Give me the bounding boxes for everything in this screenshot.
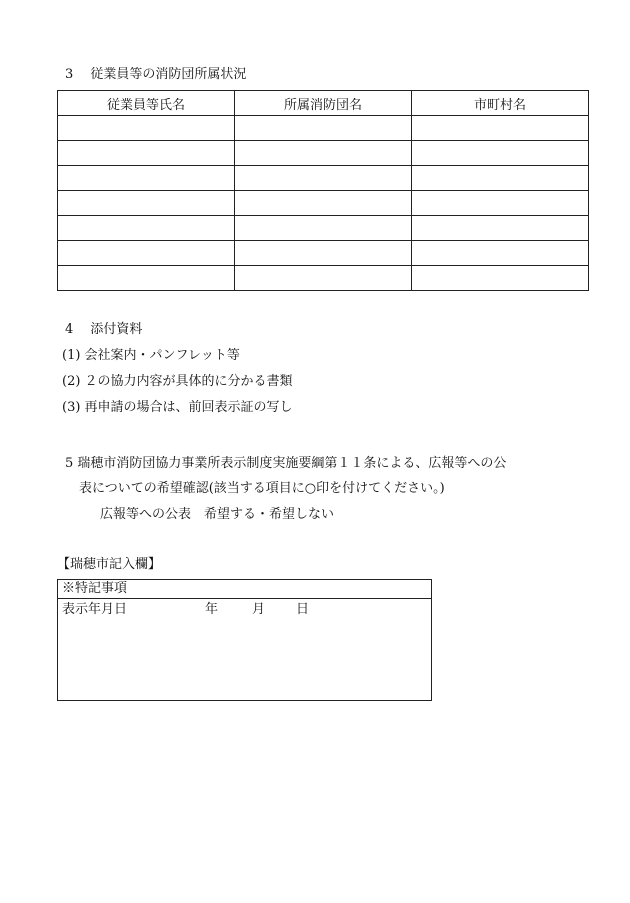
cell-employee-name[interactable] xyxy=(58,116,235,141)
table-header-row xyxy=(58,91,589,116)
section3-heading: 3 従業員等の消防団所属状況 xyxy=(65,67,247,82)
day-label: 日 xyxy=(296,602,310,617)
attachment-item-2: (2) ２の協力内容が具体的に分かる書類 xyxy=(62,374,293,389)
cell-employee-name[interactable] xyxy=(58,191,235,216)
publicity-preference[interactable]: 広報等への公表 希望する・希望しない xyxy=(100,507,335,522)
col-municipality: 市町村名 xyxy=(412,91,589,116)
section5-line2: 表についての希望確認(該当する項目に○印を付けてください。) xyxy=(79,481,445,496)
table-row xyxy=(58,116,589,141)
cell-municipality[interactable] xyxy=(412,191,589,216)
table-row xyxy=(58,216,589,241)
cell-employee-name[interactable] xyxy=(58,241,235,266)
section5-line1: 5 瑞穂市消防団協力事業所表示制度実施要綱第１１条による、広報等への公 xyxy=(65,456,507,471)
cell-brigade-name[interactable] xyxy=(235,166,412,191)
cell-employee-name[interactable] xyxy=(58,266,235,291)
cell-municipality[interactable] xyxy=(412,116,589,141)
display-date-label: 表示年月日 xyxy=(62,602,128,617)
cell-brigade-name[interactable] xyxy=(235,116,412,141)
cell-municipality[interactable] xyxy=(412,166,589,191)
month-label: 月 xyxy=(252,602,266,617)
cell-employee-name[interactable] xyxy=(58,166,235,191)
cell-brigade-name[interactable] xyxy=(235,241,412,266)
attachment-item-3: (3) 再申請の場合は、前回表示証の写し xyxy=(62,400,293,415)
cell-municipality[interactable] xyxy=(412,266,589,291)
col-employee-name: 従業員等氏名 xyxy=(58,91,235,116)
city-entry-box xyxy=(57,579,432,701)
table-row xyxy=(58,266,589,291)
table-row xyxy=(58,241,589,266)
city-box-title: 【瑞穂市記入欄】 xyxy=(57,557,162,572)
cell-employee-name[interactable] xyxy=(58,216,235,241)
cell-municipality[interactable] xyxy=(412,241,589,266)
year-label: 年 xyxy=(205,602,219,617)
cell-municipality[interactable] xyxy=(412,216,589,241)
special-notes-header xyxy=(58,580,431,599)
cell-brigade-name[interactable] xyxy=(235,266,412,291)
cell-brigade-name[interactable] xyxy=(235,141,412,166)
cell-municipality[interactable] xyxy=(412,141,589,166)
table-row xyxy=(58,191,589,216)
attachment-item-1: (1) 会社案内・パンフレット等 xyxy=(62,348,240,363)
special-notes-label: ※特記事項 xyxy=(62,581,128,596)
table-row xyxy=(58,166,589,191)
col-brigade-name: 所属消防団名 xyxy=(235,91,412,116)
fire-brigade-table xyxy=(57,90,589,291)
section4-heading: 4 添付資料 xyxy=(65,322,143,337)
cell-brigade-name[interactable] xyxy=(235,216,412,241)
table-row xyxy=(58,141,589,166)
cell-brigade-name[interactable] xyxy=(235,191,412,216)
cell-employee-name[interactable] xyxy=(58,141,235,166)
